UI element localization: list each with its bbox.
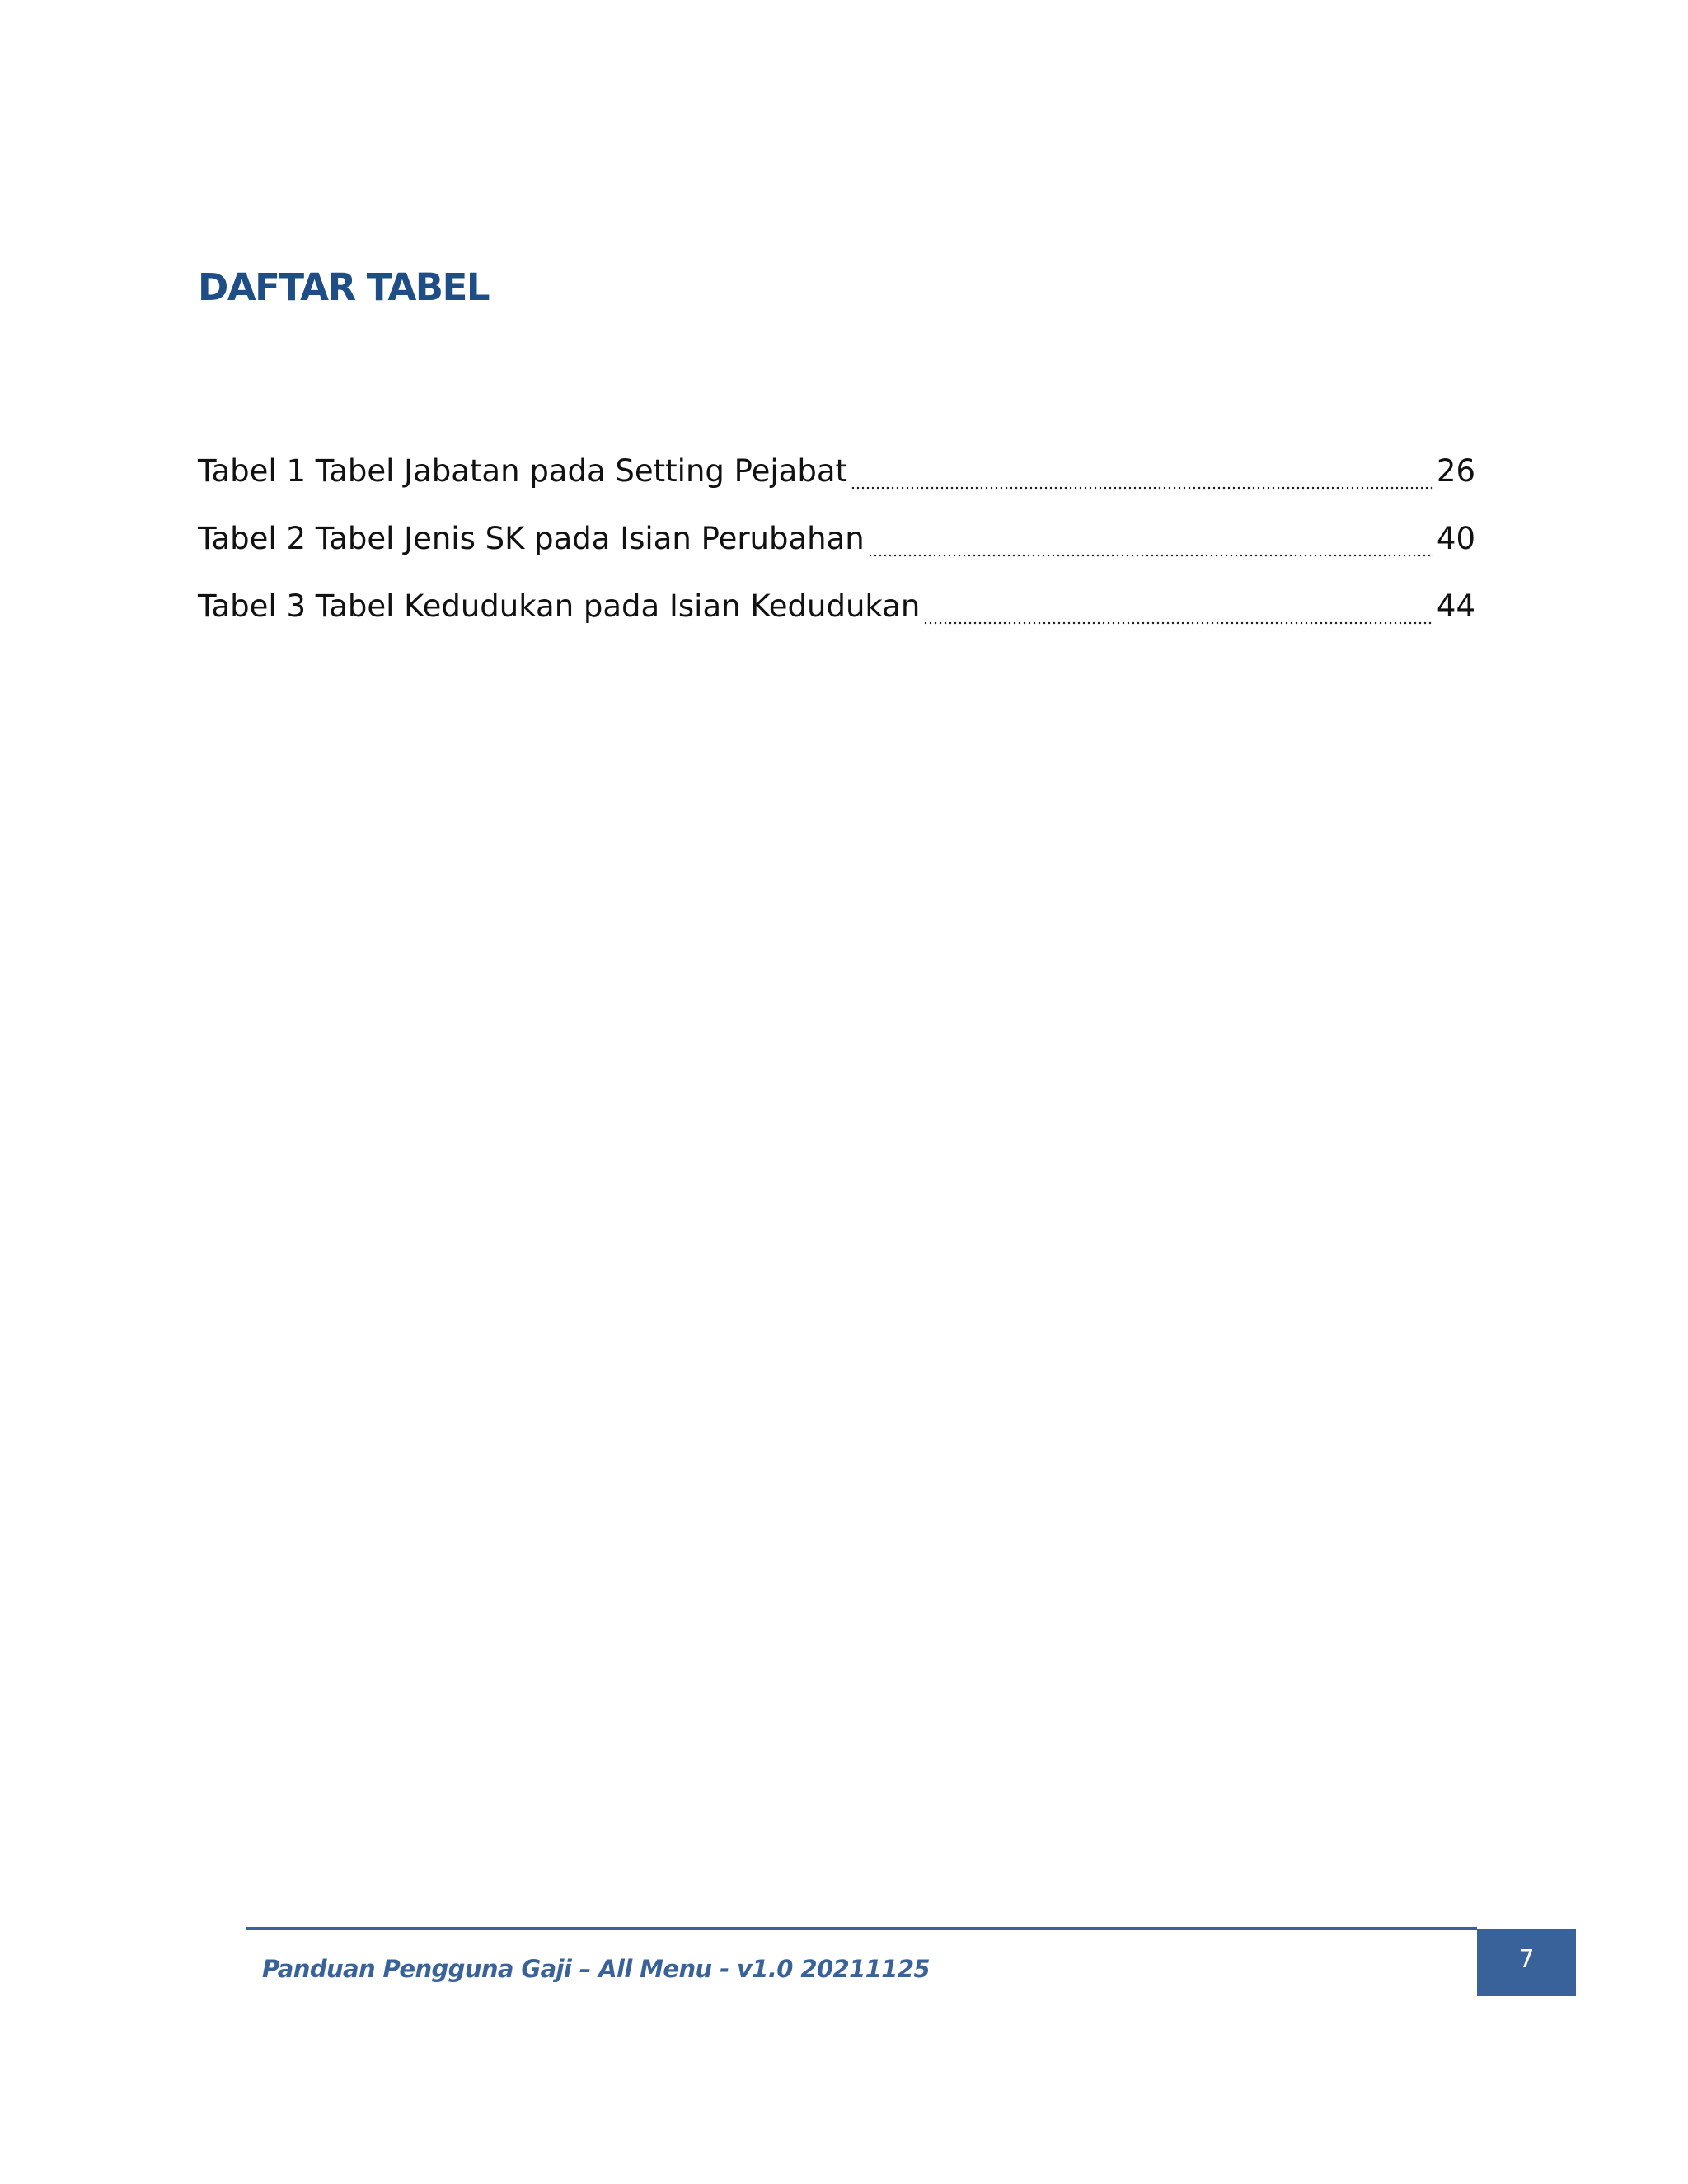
toc-entry-3[interactable] bbox=[198, 588, 1475, 635]
toc-entry-page: 26 bbox=[1436, 453, 1475, 489]
page-title: DAFTAR TABEL bbox=[198, 265, 490, 309]
toc-entry-page: 44 bbox=[1436, 588, 1475, 624]
page-number-badge bbox=[1477, 1929, 1576, 1996]
toc-entry-2[interactable] bbox=[198, 521, 1475, 567]
dot-leader bbox=[868, 554, 1433, 557]
dot-leader bbox=[923, 621, 1433, 625]
toc-entry-text: Tabel 3 Tabel Kedudukan pada Isian Kedudukan bbox=[198, 588, 921, 624]
dot-leader bbox=[851, 486, 1433, 490]
page-number: 7 bbox=[1518, 1945, 1535, 1974]
toc-entry-1[interactable] bbox=[198, 453, 1475, 499]
toc-entry-text: Tabel 2 Tabel Jenis SK pada Isian Perubahan bbox=[198, 521, 865, 556]
toc-entry-text: Tabel 1 Tabel Jabatan pada Setting Pejabat bbox=[198, 453, 848, 489]
toc-entry-page: 40 bbox=[1436, 521, 1475, 556]
footer-divider bbox=[246, 1927, 1477, 1930]
footer-title: Panduan Pengguna Gaji – All Menu - v1.0 20211125 bbox=[262, 1955, 931, 1983]
